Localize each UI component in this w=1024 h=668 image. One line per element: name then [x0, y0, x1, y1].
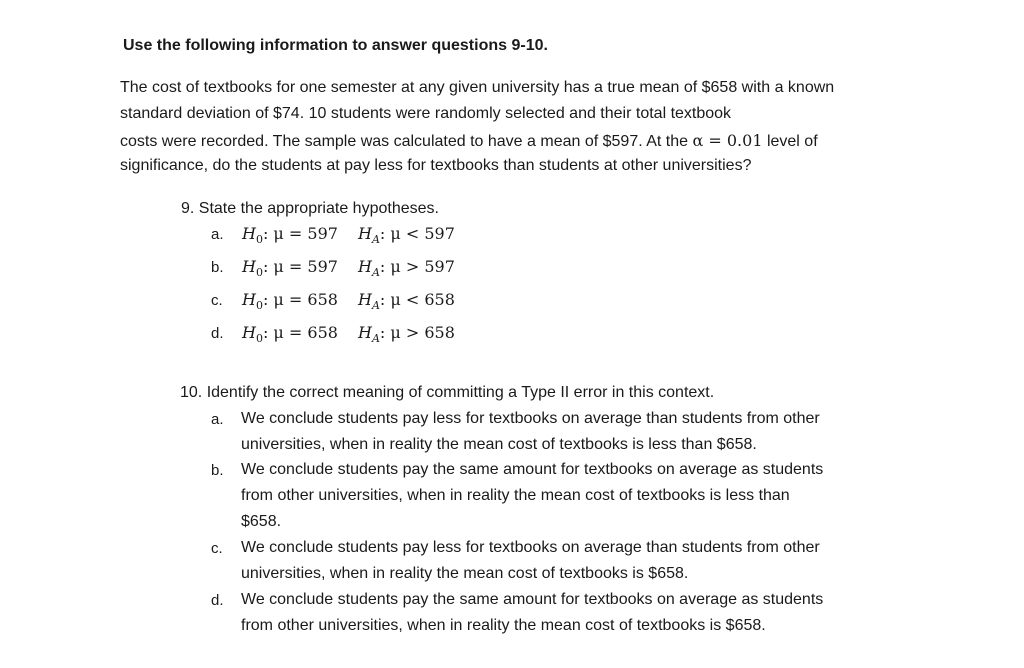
hypotheses: $H_0$: μ = 658 $H_A$: μ > 658 [242, 323, 455, 345]
intro-line-3-start: costs were recorded. The sample was calculated to have a mean of $597. At the [120, 133, 693, 150]
q9-option-b [0, 257, 600, 283]
option-letter: a. [211, 226, 224, 243]
question-10-prompt: 10. Identify the correct meaning of committing a Type II error in this context. [180, 384, 715, 401]
intro-line-3 [120, 131, 818, 151]
option-line: from other universities, when in reality the mean cost of textbooks is less than [241, 487, 790, 504]
intro-line-3-end: level of [762, 133, 818, 150]
option-line: We conclude students pay less for textbooks on average than students from other [241, 539, 820, 556]
hypotheses: $H_0$: μ = 658 $H_A$: μ < 658 [242, 290, 455, 312]
intro-line-2: standard deviation of $74. 10 students were randomly selected and their total textbook [120, 105, 732, 122]
hypotheses: $H_0$: μ = 597 $H_A$: μ < 597 [242, 224, 455, 246]
option-letter: d. [211, 325, 224, 342]
q9-option-d [0, 323, 600, 349]
hypotheses: $H_0$: μ = 597 $H_A$: μ > 597 [242, 257, 455, 279]
option-line: from other universities, when in reality the mean cost of textbooks is $658. [241, 617, 766, 634]
question-9-prompt: 9. State the appropriate hypotheses. [181, 200, 439, 217]
option-letter: c. [211, 540, 223, 557]
option-line: universities, when in reality the mean cost of textbooks is $658. [241, 565, 689, 582]
option-letter: b. [211, 462, 224, 479]
option-line: universities, when in reality the mean cost of textbooks is less than $658. [241, 436, 757, 453]
intro-line-4: significance, do the students at pay less for textbooks than students at other universities? [120, 157, 752, 174]
option-line: We conclude students pay less for textbooks on average than students from other [241, 410, 820, 427]
option-line: We conclude students pay the same amount for textbooks on average as students [241, 591, 824, 608]
q9-option-c [0, 290, 600, 316]
option-letter: d. [211, 592, 224, 609]
option-line: We conclude students pay the same amount for textbooks on average as students [241, 461, 824, 478]
intro-line-1: The cost of textbooks for one semester at any given university has a true mean of $658 with a known [120, 79, 835, 96]
option-letter: b. [211, 259, 224, 276]
q9-option-a [0, 224, 600, 250]
option-letter: c. [211, 292, 223, 309]
option-line: $658. [241, 513, 282, 530]
option-letter: a. [211, 411, 224, 428]
instructions-heading: Use the following information to answer questions 9-10. [123, 37, 548, 54]
alpha-expression: α = 0.01 [692, 131, 763, 150]
